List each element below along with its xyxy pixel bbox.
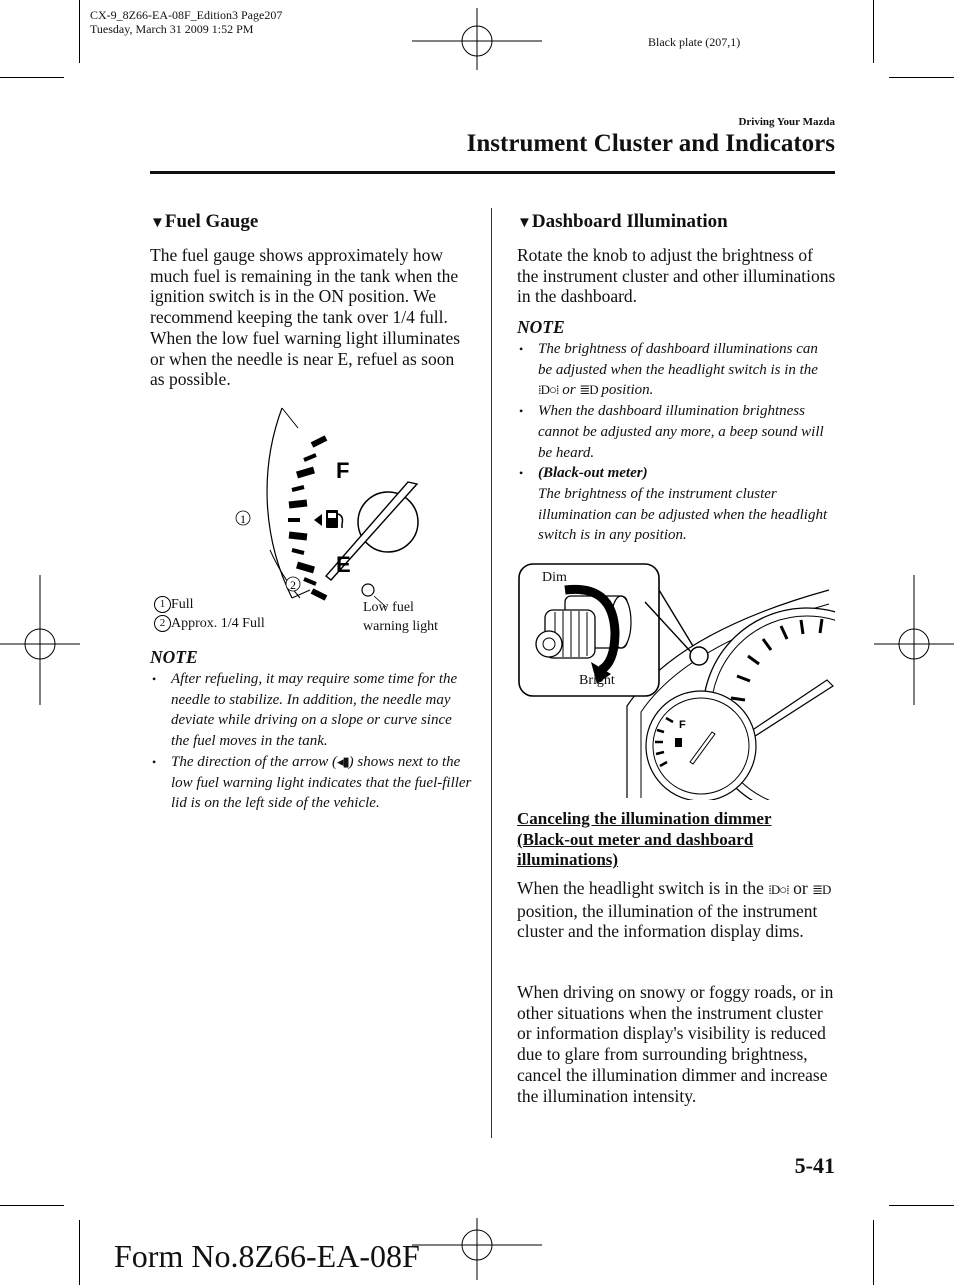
dash-note-2: • When the dashboard illumination brightness cannot be adjusted any more, a beep sound will be heard. xyxy=(517,401,835,463)
print-header xyxy=(90,8,282,36)
fuel-note-list xyxy=(150,669,472,814)
dashboard-illumination-heading: ▼Dashboard Illumination xyxy=(517,211,728,232)
triangle-down-icon: ▼ xyxy=(150,215,165,231)
legend-full: 1 Full xyxy=(154,595,194,614)
column-divider xyxy=(491,208,492,1138)
parking-light-icon: ⁞D○⁞ xyxy=(768,882,789,897)
print-header-line1: CX-9_8Z66-EA-08F_Edition3 Page207 xyxy=(90,8,283,22)
bright-label: Bright xyxy=(579,673,615,688)
dashboard-paragraph: Rotate the knob to adjust the brightness of the instrument cluster and other illuminations in the dashboard. xyxy=(517,245,836,307)
small-gauge-f-label: F xyxy=(679,719,686,731)
gauge-f-label: F xyxy=(336,458,350,483)
print-header-line2: Tuesday, March 31 2009 1:52 PM xyxy=(90,22,254,36)
page-title: Instrument Cluster and Indicators xyxy=(466,130,835,157)
fuel-note-1: • After refueling, it may require some time for the needle to stabilize. In addition, the needle may deviate while driving on a slope or curve since the fuel moves in the tank. xyxy=(150,669,472,752)
dash-note-list xyxy=(517,339,835,546)
triangle-down-icon: ▼ xyxy=(517,215,532,231)
cancel-heading: Canceling the illumination dimmer (Black-out meter and dashboard illuminations) xyxy=(517,809,772,870)
registration-mark-top xyxy=(412,8,542,70)
legend-quarter: 2 Approx. 1/4 Full xyxy=(154,614,265,633)
dim-label: Dim xyxy=(542,570,567,585)
dash-note-1: • The brightness of dashboard illuminations can be adjusted when the headlight switch is in the ⁞D○⁞ or ≣D position. xyxy=(517,339,835,401)
dash-note-3: • (Black-out meter) The brightness of the instrument cluster illumination can be adjusted when the headlight switch is in any position. xyxy=(517,463,835,546)
cancel-paragraph-1: When the headlight switch is in the ⁞D○⁞ or ≣D position, the illumination of the instrument cluster and the information display dims. xyxy=(517,878,831,942)
section-name: Driving Your Mazda xyxy=(738,116,835,128)
fuel-pump-icon xyxy=(675,738,682,747)
form-number: Form No.8Z66-EA-08F xyxy=(114,1238,420,1274)
header-rule xyxy=(150,171,835,174)
headlight-icon: ≣D xyxy=(812,882,831,897)
callout-1: 1 xyxy=(240,512,246,526)
registration-mark-bottom xyxy=(412,1218,542,1280)
registration-mark-left xyxy=(0,575,80,705)
headlight-icon: ≣D xyxy=(579,382,598,398)
fuel-note-2: • The direction of the arrow (◂▮) shows next to the low fuel warning light indicates that the fuel-filler lid is on the left side of the vehicle. xyxy=(150,752,472,814)
arrow-left-icon xyxy=(314,514,322,526)
dimmer-knob-figure xyxy=(517,562,835,800)
fuel-gauge-heading: ▼Fuel Gauge xyxy=(150,211,259,232)
black-plate-label: Black plate (207,1) xyxy=(648,35,741,49)
fuel-pump-icon xyxy=(326,510,338,528)
gauge-e-label: E xyxy=(336,552,351,577)
fuel-gauge-paragraph: The fuel gauge shows approximately how much fuel is remaining in the tank when the ignition switch is in the ON position. We recommend keeping the tank over 1/4 full. When the low fuel warning light illuminates or when the needle is near E, refuel as soon as possible. xyxy=(150,245,461,390)
callout-2: 2 xyxy=(290,578,296,592)
dash-note-heading: NOTE xyxy=(517,317,565,337)
fuel-note-heading: NOTE xyxy=(150,647,198,667)
parking-light-icon: ⁞D○⁞ xyxy=(538,382,559,398)
page-number: 5-41 xyxy=(794,1153,835,1178)
registration-mark-right xyxy=(874,575,954,705)
cancel-paragraph-2: When driving on snowy or foggy roads, or in other situations when the instrument cluster or information display's visibility is reduced due to glare from surrounding brightness, cancel the illumination dimmer and increase the illumination intensity. xyxy=(517,982,834,1106)
arrow-fuel-icon: ◂▮ xyxy=(336,753,349,769)
low-fuel-label: Low fuel warning light xyxy=(363,600,439,634)
